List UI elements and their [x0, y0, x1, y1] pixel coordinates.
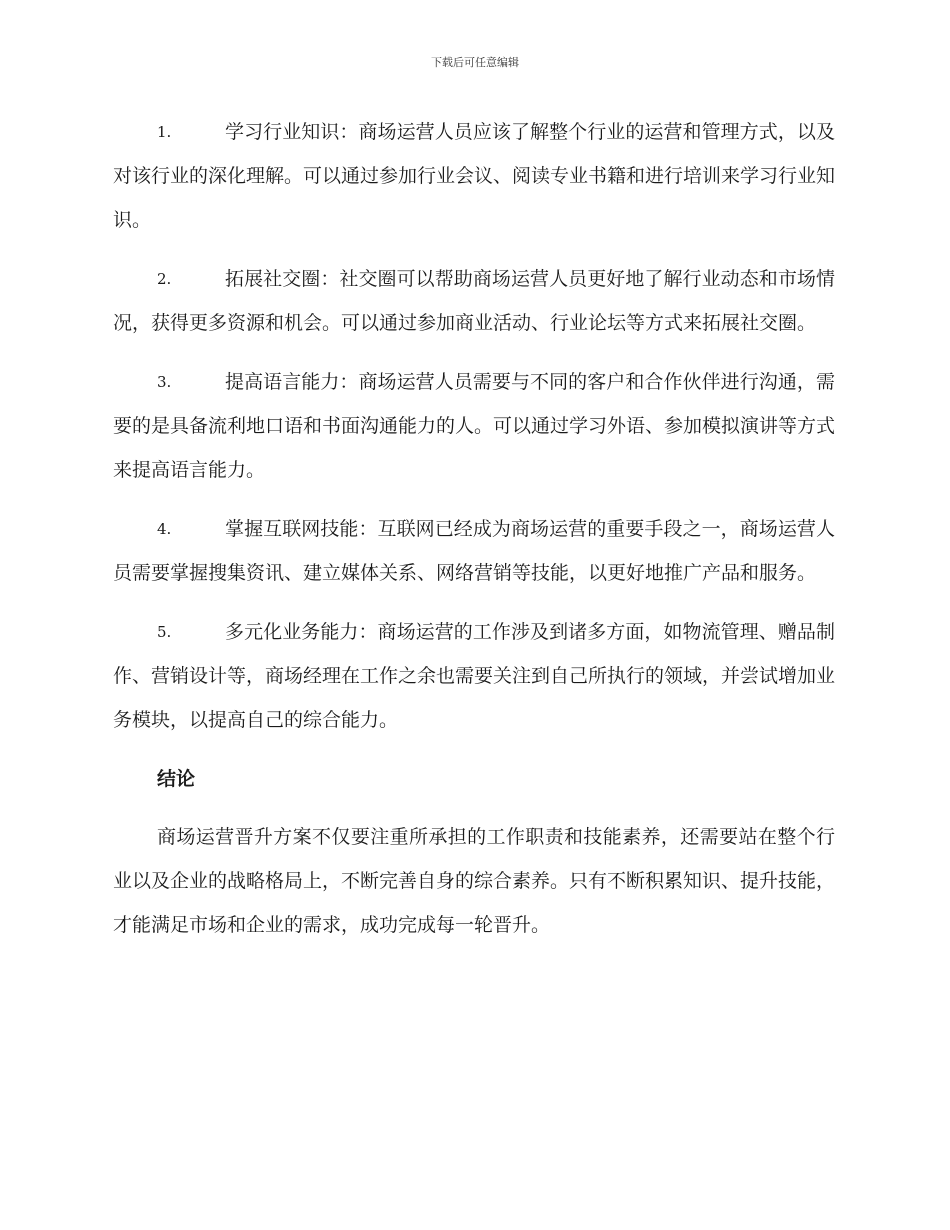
- list-item-text: 学习行业知识：商场运营人员应该了解整个行业的运营和管理方式，以及对该行业的深化理解。可以通过参加行业会议、阅读专业书籍和进行培训来学习行业知识。: [113, 121, 836, 231]
- list-item-text: 拓展社交圈：社交圈可以帮助商场运营人员更好地了解行业动态和市场情况，获得更多资源和机会。可以通过参加商业活动、行业论坛等方式来拓展社交圈。: [113, 268, 835, 334]
- page-header-note: 下载后可任意编辑: [431, 56, 519, 69]
- list-item-text: 提高语言能力：商场运营人员需要与不同的客户和合作伙伴进行沟通，需要的是具备流利地口语和书面沟通能力的人。可以通过学习外语、参加模拟演讲等方式来提高语言能力。: [113, 371, 836, 481]
- list-item: [113, 257, 835, 345]
- list-item-number: 1.: [157, 123, 172, 141]
- document-body: [113, 110, 835, 947]
- list-item: [113, 110, 835, 242]
- list-item-number: 5.: [157, 623, 172, 641]
- conclusion-paragraph: 商场运营晋升方案不仅要注重所承担的工作职责和技能素养，还需要站在整个行业以及企业的战略格局上，不断完善自身的综合素养。只有不断积累知识、提升技能，才能满足市场和企业的需求，成功完成每一轮晋升。: [113, 826, 836, 936]
- list-item-number: 4.: [157, 520, 172, 538]
- list-item: [113, 360, 835, 492]
- list-item-text: 多元化业务能力：商场运营的工作涉及到诸多方面，如物流管理、赠品制作、营销设计等，商场经理在工作之余也需要关注到自己所执行的领域，并尝试增加业务模块，以提高自己的综合能力。: [113, 621, 836, 731]
- conclusion-heading: 结论: [157, 768, 196, 790]
- list-item: [113, 610, 835, 742]
- list-item-number: 3.: [157, 373, 172, 391]
- list-item: [113, 507, 835, 595]
- list-item-text: 掌握互联网技能：互联网已经成为商场运营的重要手段之一，商场运营人员需要掌握搜集资讯、建立媒体关系、网络营销等技能，以更好地推广产品和服务。: [113, 518, 835, 584]
- list-item-number: 2.: [157, 270, 172, 288]
